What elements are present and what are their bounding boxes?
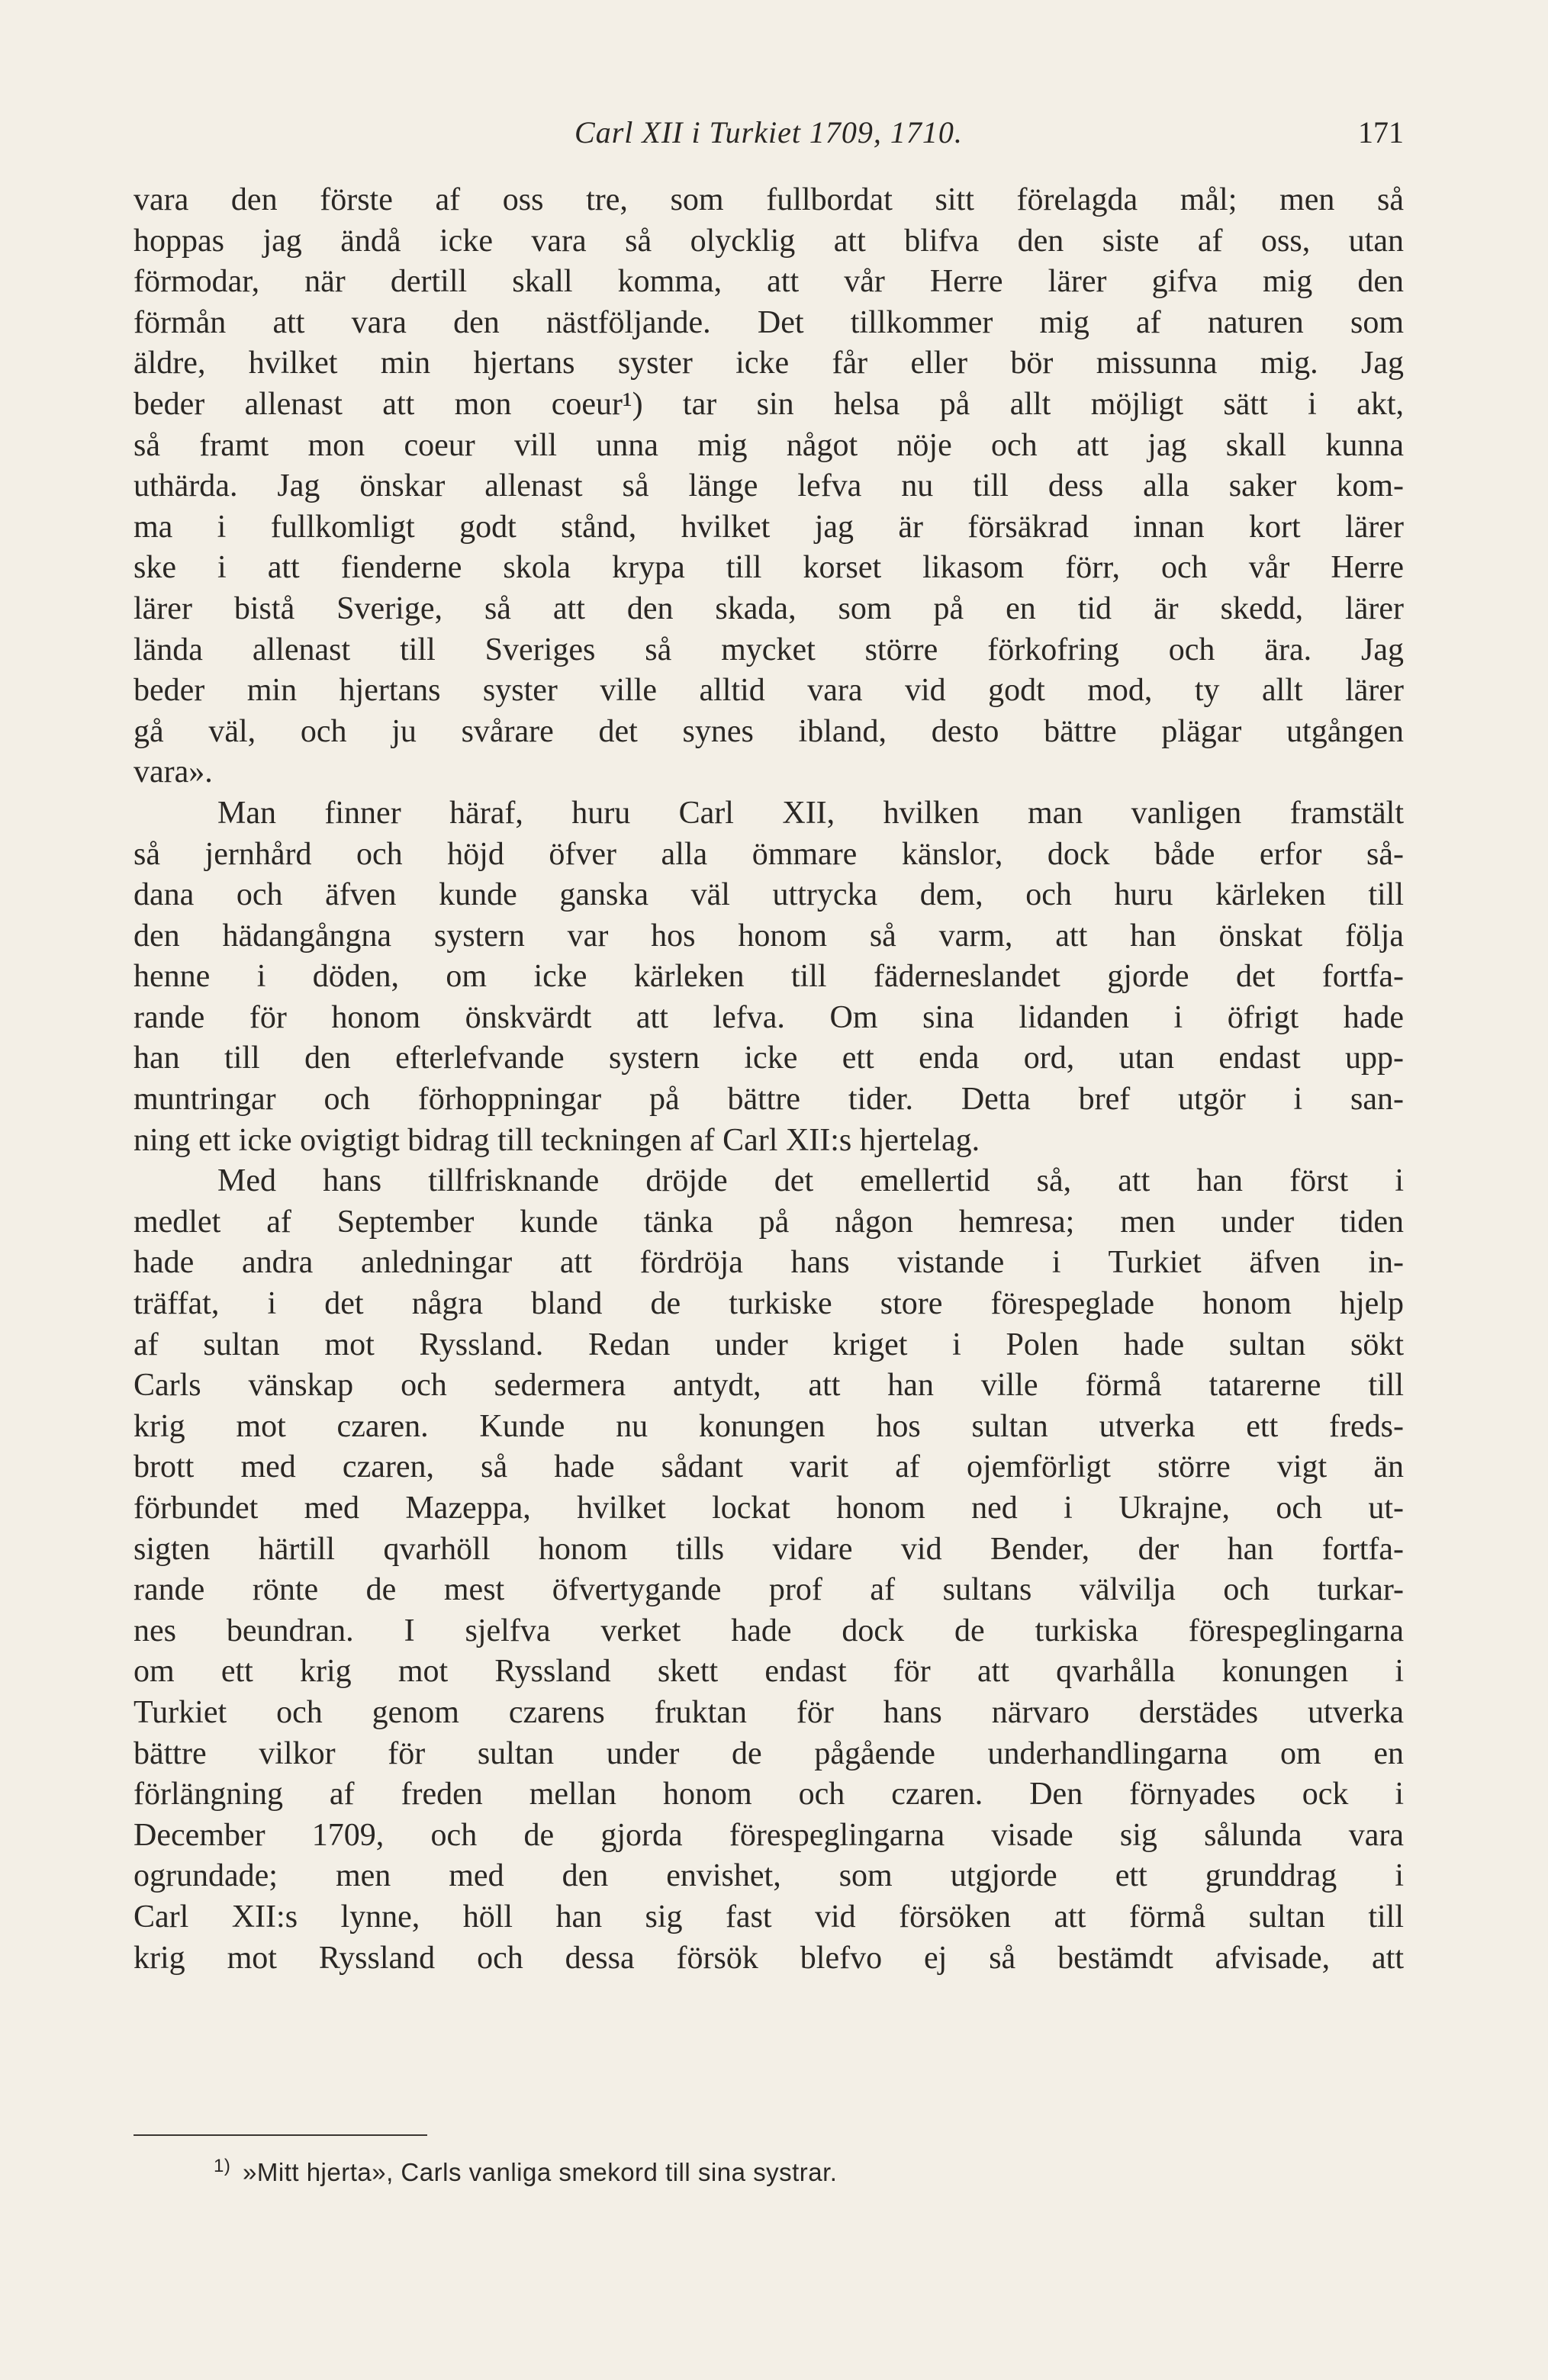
text-line: krig mot czaren. Kunde nu konungen hos sultan utverka ett freds- — [134, 1408, 1404, 1444]
text-line: träffat, i det några bland de turkiske store förespeglade honom hjelp — [134, 1286, 1404, 1322]
text-line: hade andra anledningar att fördröja hans vistande i Turkiet äfven in- — [134, 1245, 1404, 1281]
text-line: lända allenast till Sveriges så mycket större förkofring och ära. Jag — [134, 632, 1404, 667]
text-line: förlängning af freden mellan honom och czaren. Den förnyades ock i — [134, 1777, 1404, 1812]
text-line: den hädangångna systern var hos honom så varm, att han önskat följa — [134, 918, 1404, 954]
text-line: ning ett icke ovigtigt bidrag till teckningen af Carl XII:s hjertelag. — [134, 1122, 980, 1158]
text-line: af sultan mot Ryssland. Redan under kriget i Polen hade sultan sökt — [134, 1327, 1404, 1362]
text-line: om ett krig mot Ryssland skett endast för att qvarhålla konungen i — [134, 1654, 1404, 1690]
text-line: beder min hjertans syster ville alltid vara vid godt mod, ty allt lärer — [134, 673, 1404, 709]
text-line: uthärda. Jag önskar allenast så länge lefva nu till dess alla saker kom- — [134, 468, 1404, 504]
footnote — [214, 2156, 837, 2187]
body-text — [134, 180, 1404, 1979]
text-line: vara den förste af oss tre, som fullbordat sitt förelagda mål; men så — [134, 182, 1404, 217]
footnote-divider — [134, 2134, 427, 2136]
text-line: äldre, hvilket min hjertans syster icke får eller bör missunna mig. Jag — [134, 346, 1404, 381]
text-line: Med hans tillfrisknande dröjde det emellertid så, att han först i — [217, 1163, 1404, 1199]
footnote-text: »Mitt hjerta», Carls vanliga smekord till sina systrar. — [243, 2158, 838, 2186]
text-line: så framt mon coeur vill unna mig något nöje och att jag skall kunna — [134, 427, 1404, 463]
text-line: förmodar, när dertill skall komma, att vår Herre lärer gifva mig den — [134, 264, 1404, 300]
text-line: medlet af September kunde tänka på någon hemresa; men under tiden — [134, 1204, 1404, 1240]
text-line: ma i fullkomligt godt stånd, hvilket jag är försäkrad innan kort lärer — [134, 509, 1404, 545]
running-title: Carl XII i Turkiet 1709, 1710. — [574, 115, 963, 150]
text-line: December 1709, och de gjorda förespeglingarna visade sig sålunda vara — [134, 1817, 1404, 1853]
page-header — [134, 114, 1404, 160]
text-line: rande för honom önskvärdt att lefva. Om sina lidanden i öfrigt hade — [134, 999, 1404, 1035]
text-line: lärer bistå Sverige, så att den skada, som på en tid är skedd, lärer — [134, 590, 1404, 626]
text-line: gå väl, och ju svårare det synes ibland, desto bättre plägar utgången — [134, 713, 1404, 749]
text-line: Man finner häraf, huru Carl XII, hvilken man vanligen framstält — [217, 795, 1404, 831]
text-line: bättre vilkor för sultan under de pågående underhandlingarna om en — [134, 1735, 1404, 1771]
text-line: rande rönte de mest öfvertygande prof af sultans välvilja och turkar- — [134, 1572, 1404, 1608]
text-line: förmån att vara den nästföljande. Det tillkommer mig af naturen som — [134, 304, 1404, 340]
page-number: 171 — [1358, 115, 1404, 150]
text-line: så jernhård och höjd öfver alla ömmare känslor, dock både erfor så- — [134, 836, 1404, 872]
text-line: Turkiet och genom czarens fruktan för hans närvaro derstädes utverka — [134, 1694, 1404, 1730]
text-line: beder allenast att mon coeur¹) tar sin helsa på allt möjligt sätt i akt, — [134, 386, 1404, 422]
text-line: hoppas jag ändå icke vara så olycklig att blifva den siste af oss, utan — [134, 223, 1404, 259]
text-line: henne i döden, om icke kärleken till fäderneslandet gjorde det fortfa- — [134, 959, 1404, 995]
footnote-mark: 1) — [214, 2156, 231, 2176]
text-line: brott med czaren, så hade sådant varit af ojemförligt större vigt än — [134, 1449, 1404, 1485]
text-line: dana och äfven kunde ganska väl uttrycka dem, och huru kärleken till — [134, 877, 1404, 913]
text-line: sigten härtill qvarhöll honom tills vidare vid Bender, der han fortfa- — [134, 1531, 1404, 1567]
text-line: ogrundade; men med den envishet, som utgjorde ett grunddrag i — [134, 1858, 1404, 1894]
text-line: förbundet med Mazeppa, hvilket lockat honom ned i Ukrajne, och ut- — [134, 1491, 1404, 1526]
text-line: nes beundran. I sjelfva verket hade dock de turkiska förespeglingarna — [134, 1613, 1404, 1648]
text-line: vara». — [134, 754, 213, 790]
text-line: han till den efterlefvande systern icke ett enda ord, utan endast upp- — [134, 1040, 1404, 1076]
text-line: muntringar och förhoppningar på bättre tider. Detta bref utgör i san- — [134, 1082, 1404, 1118]
text-line: Carls vänskap och sedermera antydt, att han ville förmå tatarerne till — [134, 1368, 1404, 1404]
text-line: krig mot Ryssland och dessa försök blefvo ej så bestämdt afvisade, att — [134, 1940, 1404, 1976]
text-line: ske i att fienderne skola krypa till korset likasom förr, och vår Herre — [134, 550, 1404, 586]
text-line: Carl XII:s lynne, höll han sig fast vid försöken att förmå sultan till — [134, 1899, 1404, 1935]
